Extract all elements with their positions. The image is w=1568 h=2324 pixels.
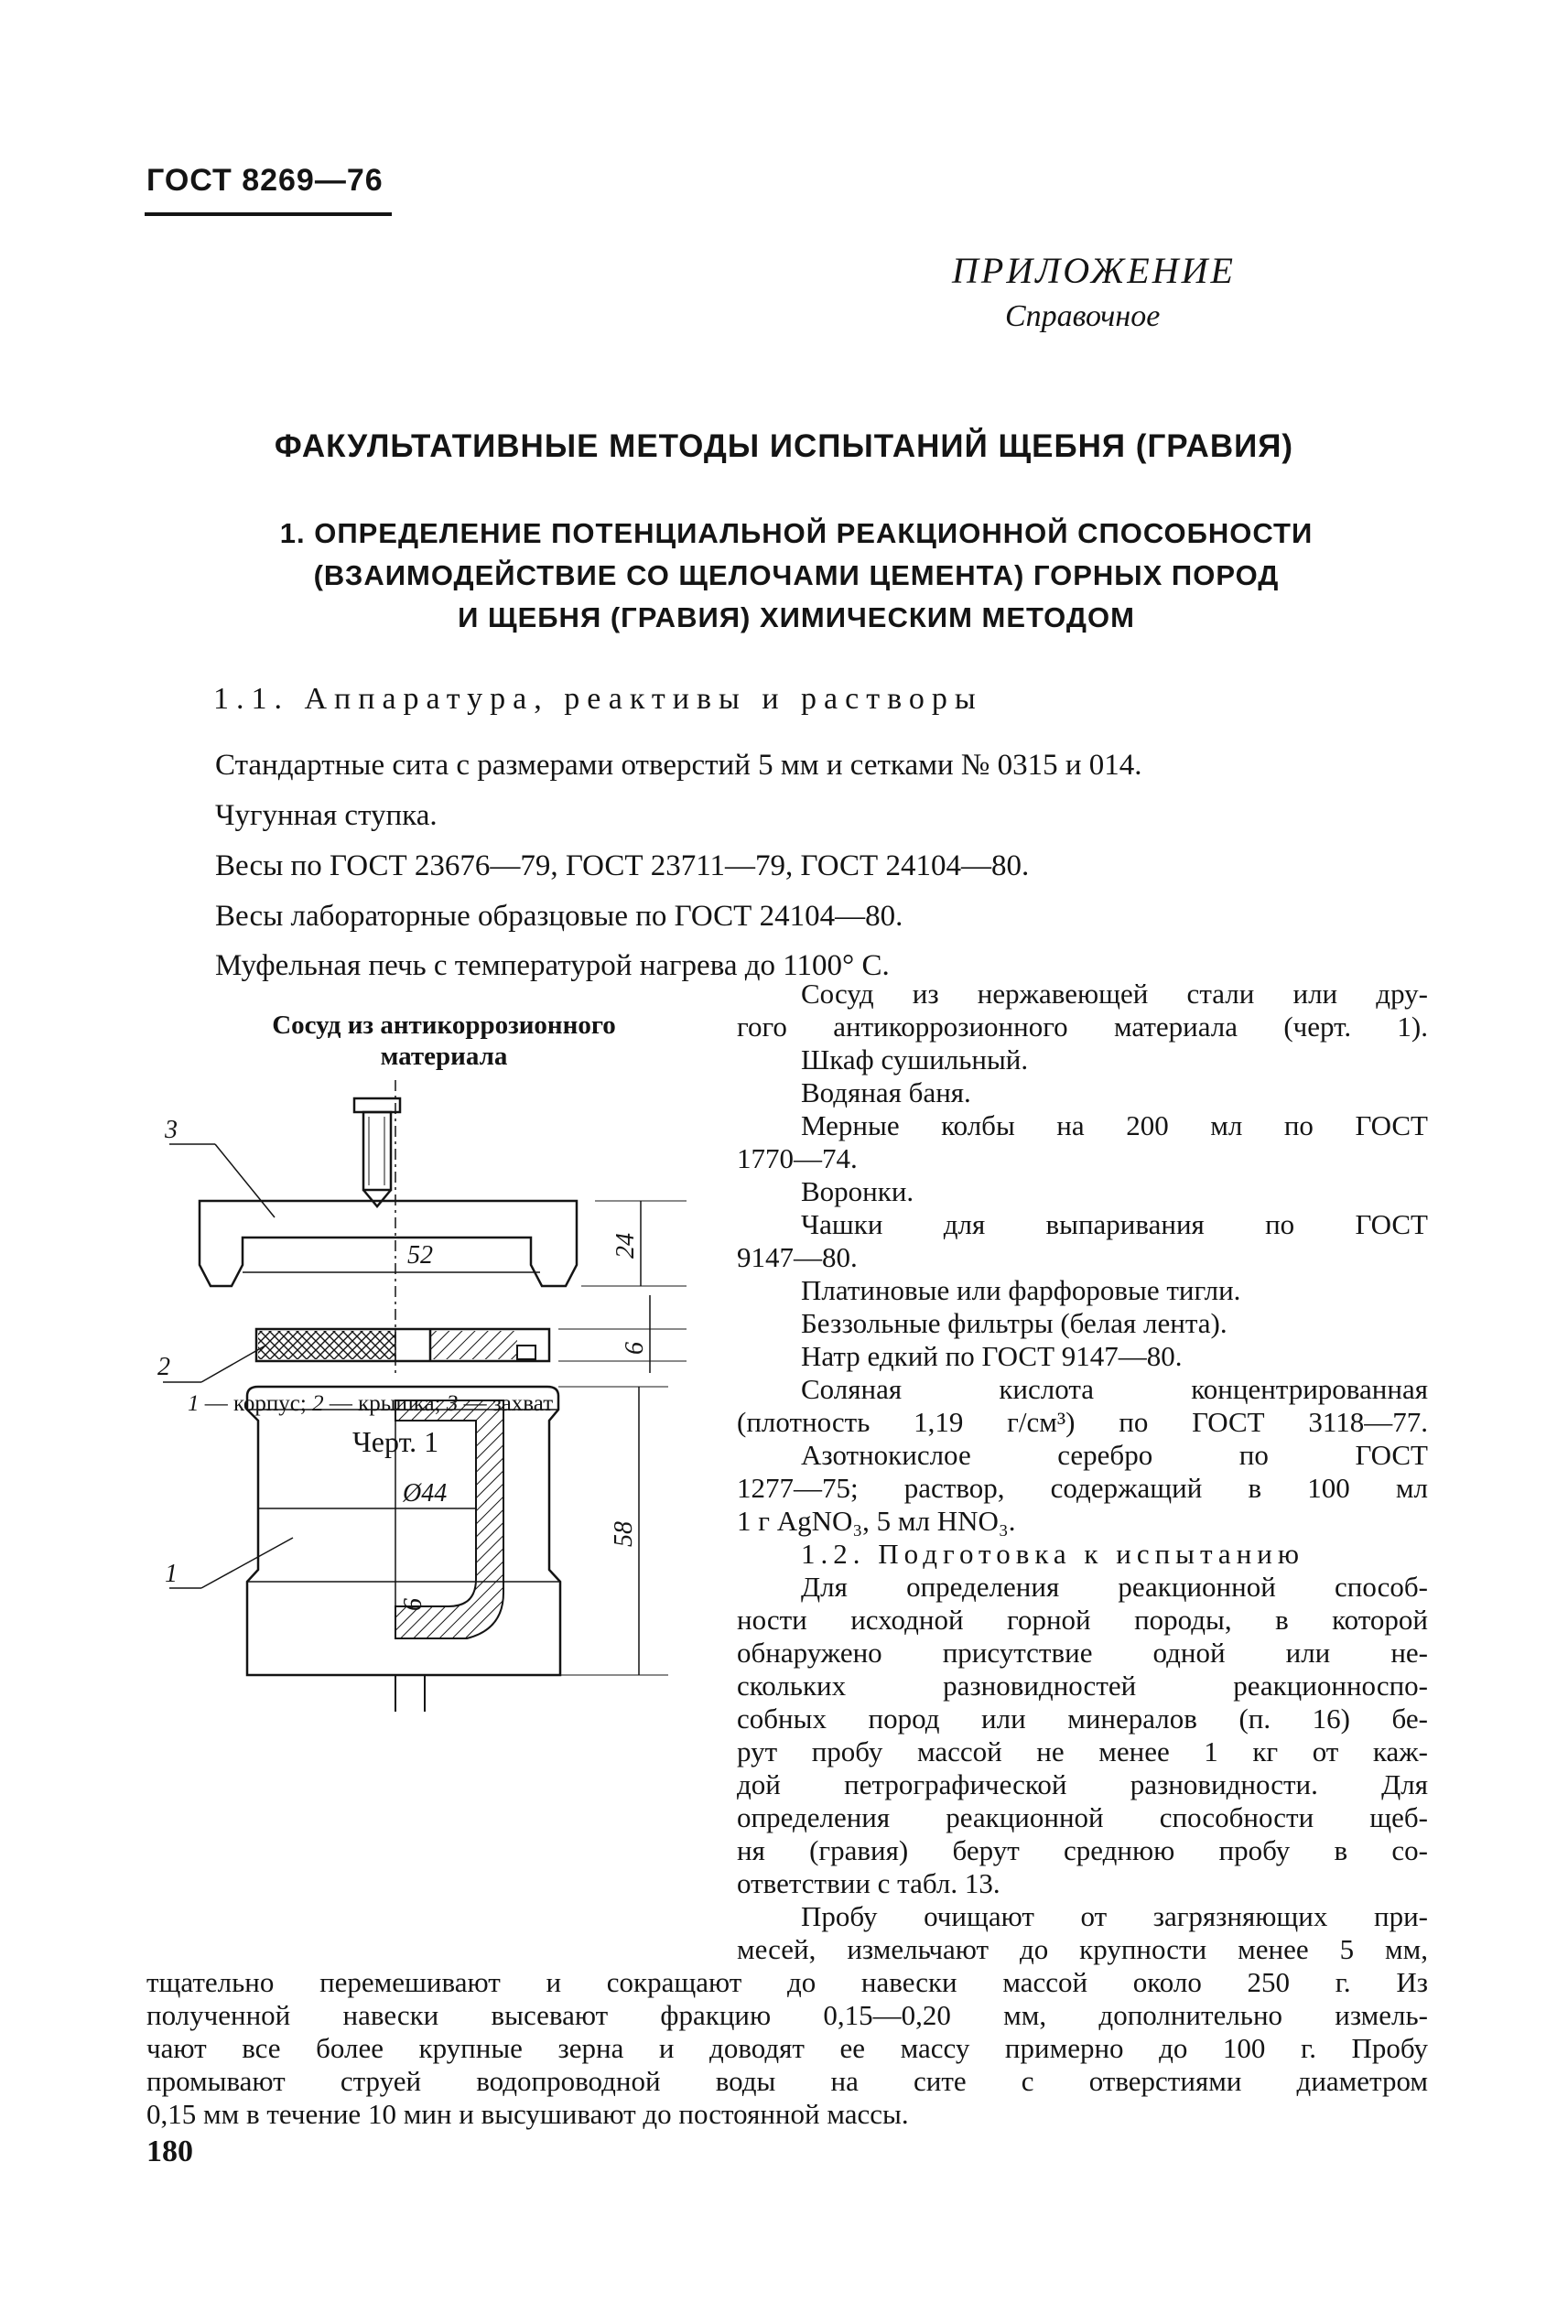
legend-text: — корпус; — [199, 1391, 313, 1416]
text-line: полученной навески высевают фракцию 0,15—0,20 мм, дополнительно измель- — [146, 1999, 1428, 2031]
text-line: дой петрографической разновидности. Для — [737, 1768, 1428, 1800]
subsection-heading: 1.2. Подготовка к испытанию — [801, 1538, 1305, 1570]
page-number: 180 — [146, 2135, 193, 2168]
main-title: ФАКУЛЬТАТИВНЫЕ МЕТОДЫ ИСПЫТАНИЙ ЩЕБНЯ (ГРАВИЯ) — [274, 428, 1294, 464]
subsection-heading: 1.1. Аппаратура, реактивы и растворы — [213, 682, 983, 716]
equipment-item: Чугунная ступка. — [215, 799, 438, 832]
text-line: определения реакционной способности щеб- — [737, 1801, 1428, 1833]
text-line: Платиновые или фарфоровые тигли. — [801, 1274, 1241, 1306]
text-line: ответствии с табл. 13. — [737, 1867, 1000, 1899]
bottom-paragraph — [146, 1966, 1428, 2131]
text-line: месей, измельчают до крупности менее 5 мм, — [737, 1933, 1428, 1965]
text-line: ности исходной горной породы, в которой — [737, 1604, 1428, 1636]
figure-number: Черт. 1 — [352, 1425, 439, 1458]
text-line: (плотность 1,19 г/см³) по ГОСТ 3118—77. — [737, 1406, 1428, 1438]
text-line: ня (гравия) берут среднюю пробу в со- — [737, 1834, 1428, 1866]
figure-caption-line: Сосуд из антикоррозионного — [272, 1011, 616, 1040]
dim-58: 58 — [610, 1521, 638, 1547]
clamp-body — [200, 1201, 577, 1286]
legend-num: 1 — [188, 1391, 200, 1416]
text-line: Чашки для выпаривания по ГОСТ — [801, 1208, 1428, 1240]
text-line: Мерные колбы на 200 мл по ГОСТ — [801, 1109, 1428, 1141]
dim-44: Ø44 — [403, 1479, 448, 1508]
text-line: Азотнокислое серебро по ГОСТ — [801, 1439, 1428, 1471]
equipment-item: Стандартные сита с размерами отверстий 5 мм и сетками № 0315 и 014. — [215, 749, 1142, 782]
text-line: гого антикоррозионного материала (черт. 1). — [737, 1011, 1428, 1043]
legend-text: — захват — [458, 1391, 554, 1416]
appendix-title: ПРИЛОЖЕНИЕ — [952, 250, 1236, 291]
dim-52: 52 — [407, 1241, 433, 1270]
text-line: 1 г AgNO₃, 5 мл HNO₃. — [737, 1505, 1016, 1537]
text-line: Шкаф сушильный. — [801, 1043, 1029, 1076]
text-line: Беззольные фильтры (белая лента). — [801, 1307, 1227, 1339]
figure-caption — [197, 1010, 691, 1072]
vessel-drawing — [156, 1080, 687, 1844]
text-line: собных пород или минералов (п. 16) бе- — [737, 1702, 1428, 1735]
section-title-line: И ЩЕБНЯ (ГРАВИЯ) ХИМИЧЕСКИМ МЕТОДОМ — [458, 601, 1135, 633]
legend-num: 2 — [312, 1391, 324, 1416]
text-line: 1277—75; раствор, содержащий в 100 мл — [737, 1472, 1428, 1504]
text-line: скольких разновидностей реакционноспо- — [737, 1670, 1428, 1702]
text-line: Сосуд из нержавеющей стали или дру- — [801, 978, 1428, 1010]
appendix-subtitle: Справочное — [1005, 299, 1161, 333]
text-line: 1770—74. — [737, 1142, 858, 1174]
part-label-3: 3 — [165, 1116, 178, 1144]
text-line: Воронки. — [801, 1175, 914, 1207]
text-line: рут пробу массой не менее 1 кг от каж- — [737, 1735, 1428, 1767]
screw-shaft — [363, 1112, 391, 1190]
text-line: чают все более крупные зерна и доводят ее массу примерно до 100 г. Пробу — [146, 2032, 1428, 2064]
text-line: тщательно перемешивают и сокращают до навески массой около 250 г. Из — [146, 1966, 1428, 1998]
spacer — [156, 1373, 157, 1374]
text-line: Водяная баня. — [801, 1076, 971, 1108]
screw-head — [354, 1098, 400, 1112]
equipment-item: Весы по ГОСТ 23676—79, ГОСТ 23711—79, ГОСТ 24104—80. — [215, 849, 1030, 882]
equipment-item: Весы лабораторные образцовые по ГОСТ 24104—80. — [215, 900, 903, 933]
legend-text: — крышка; — [323, 1391, 447, 1416]
figure-caption-line: материала — [380, 1042, 508, 1071]
dim-24: 24 — [611, 1233, 640, 1259]
text-line: промывают струей водопроводной воды на сите с отверстиями диаметром — [146, 2065, 1428, 2097]
text-line: 0,15 мм в течение 10 мин и высушивают до постоянной массы. — [146, 2098, 909, 2130]
section-title-line: 1. ОПРЕДЕЛЕНИЕ ПОТЕНЦИАЛЬНОЙ РЕАКЦИОННОЙ СПОСОБНОСТИ — [279, 517, 1314, 549]
text-line: 9147—80. — [737, 1241, 858, 1273]
legend-num: 3 — [446, 1391, 459, 1416]
equipment-item: Муфельная печь с температурой нагрева до 1100° С. — [215, 949, 890, 982]
text-line: Для определения реакционной способ- — [801, 1571, 1428, 1603]
document-header: ГОСТ 8269—76 — [146, 163, 384, 198]
text-line: обнаружено присутствие одной или не- — [737, 1637, 1428, 1669]
text-line: Пробу очищают от загрязняющих при- — [801, 1900, 1428, 1932]
header-rule — [145, 212, 392, 216]
part-label-1: 1 — [165, 1560, 178, 1588]
dim-6-lid: 6 — [621, 1342, 649, 1355]
text-line: Натр едкий по ГОСТ 9147—80. — [801, 1340, 1183, 1372]
right-column — [737, 978, 1428, 1966]
section-title-line: (ВЗАИМОДЕЙСТВИЕ СО ЩЕЛОЧАМИ ЦЕМЕНТА) ГОРНЫХ ПОРОД — [313, 559, 1280, 591]
dim-6-bottom: 6 — [399, 1598, 427, 1611]
part-label-2: 2 — [157, 1353, 170, 1381]
figure-legend — [188, 1391, 553, 1417]
text-line: Соляная кислота концентрированная — [801, 1373, 1428, 1405]
